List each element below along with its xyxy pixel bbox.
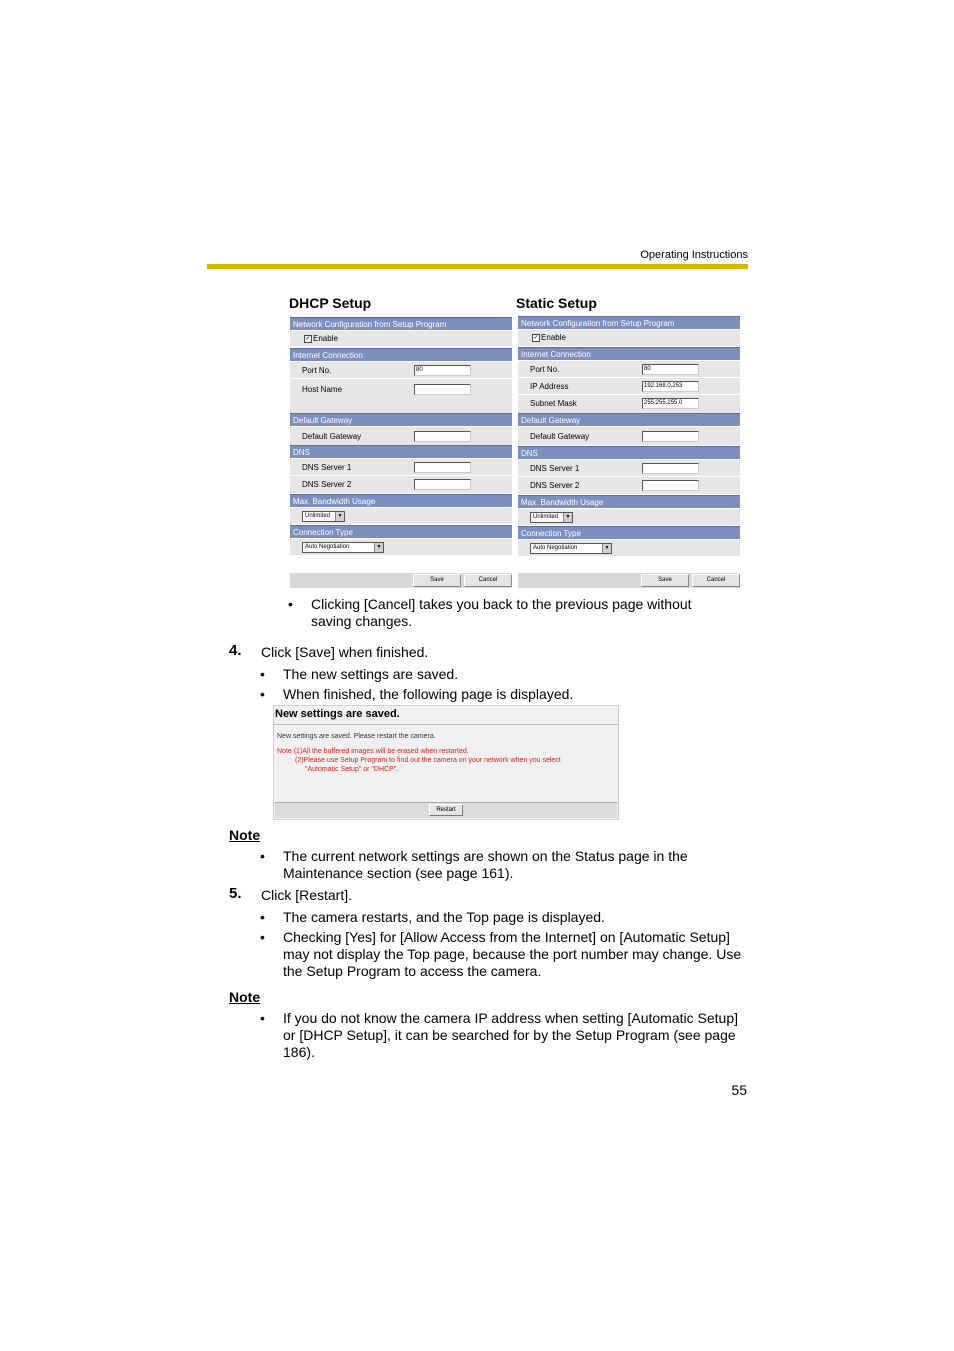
static-setup-title: Static Setup bbox=[516, 295, 597, 311]
section-default-gateway: Default Gateway bbox=[290, 413, 512, 426]
bullet-text-line3: the Setup Program to access the camera. bbox=[283, 963, 542, 979]
dns1-row bbox=[290, 459, 512, 475]
ip-input[interactable]: 192.168.0.253 bbox=[642, 381, 699, 392]
section-default-gateway: Default Gateway bbox=[518, 413, 740, 426]
save-button[interactable]: Save bbox=[413, 574, 461, 587]
dhcp-setup-title: DHCP Setup bbox=[289, 295, 372, 311]
bullet-text-line3: 186). bbox=[283, 1044, 315, 1060]
bullet-text-line1: The current network settings are shown on the Status page in the bbox=[283, 848, 688, 864]
bullet-marker: • bbox=[260, 666, 265, 682]
conn-row bbox=[518, 540, 740, 556]
bullet-marker: • bbox=[260, 929, 265, 945]
section-dns: DNS bbox=[518, 446, 740, 459]
dhcp-settings-panel bbox=[290, 316, 512, 587]
section-connection-type: Connection Type bbox=[518, 526, 740, 539]
bullet-marker: • bbox=[260, 686, 265, 702]
section-connection-type: Connection Type bbox=[290, 525, 512, 538]
bullet-text-line1: Checking [Yes] for [Allow Access from the Internet] on [Automatic Setup] bbox=[283, 929, 730, 945]
dns1-label: DNS Server 1 bbox=[530, 464, 580, 473]
cancel-button[interactable]: Cancel bbox=[692, 574, 740, 587]
dns1-label: DNS Server 1 bbox=[302, 463, 352, 472]
enable-row bbox=[290, 331, 512, 346]
note-1-bullet bbox=[260, 848, 750, 882]
section-bandwidth: Max. Bandwidth Usage bbox=[290, 494, 512, 507]
cancel-bullet bbox=[288, 596, 728, 630]
bullet-marker: • bbox=[260, 848, 265, 864]
gateway-label: Default Gateway bbox=[302, 432, 362, 441]
port-label: Port No. bbox=[302, 366, 332, 375]
note-2-bullet bbox=[260, 1010, 750, 1061]
section-bandwidth: Max. Bandwidth Usage bbox=[518, 495, 740, 508]
port-input[interactable]: 80 bbox=[642, 364, 699, 375]
bandwidth-value: Unlimited bbox=[305, 513, 331, 519]
button-bar bbox=[290, 572, 512, 588]
step-5-number: 5. bbox=[229, 885, 242, 902]
section-internet-connection: Internet Connection bbox=[518, 347, 740, 360]
dns1-input[interactable] bbox=[414, 462, 471, 473]
chevron-down-icon: ▼ bbox=[563, 513, 572, 522]
note-heading-2: Note bbox=[229, 989, 261, 1005]
gateway-input[interactable] bbox=[642, 431, 699, 442]
enable-label: Enable bbox=[541, 333, 566, 342]
mask-row bbox=[518, 395, 740, 413]
note-line-2: (2)Please use Setup Program to find out the camera on your network when you select bbox=[295, 757, 561, 764]
connection-type-value: Auto Negotiation bbox=[533, 545, 578, 551]
step-5-text: Click [Restart]. bbox=[261, 887, 353, 903]
bullet-text-line1: If you do not know the camera IP address when setting [Automatic Setup] bbox=[283, 1010, 738, 1026]
connection-type-select[interactable] bbox=[530, 543, 612, 554]
mask-input[interactable]: 255.255.255.0 bbox=[642, 398, 699, 409]
gateway-input[interactable] bbox=[414, 431, 471, 442]
section-internet-connection: Internet Connection bbox=[290, 348, 512, 361]
button-bar bbox=[518, 572, 740, 588]
section-network-config: Network Configuration from Setup Program bbox=[290, 317, 512, 330]
dns2-input[interactable] bbox=[642, 480, 699, 491]
dns2-label: DNS Server 2 bbox=[302, 480, 352, 489]
save-button[interactable]: Save bbox=[641, 574, 689, 587]
dns2-input[interactable] bbox=[414, 479, 471, 490]
header-rule bbox=[207, 264, 748, 269]
saved-title: New settings are saved. bbox=[275, 708, 400, 720]
step-4-number: 4. bbox=[229, 642, 242, 659]
step-4-bullet-1 bbox=[260, 666, 740, 683]
port-input[interactable]: 80 bbox=[414, 365, 471, 376]
enable-row bbox=[518, 330, 740, 346]
cancel-button[interactable]: Cancel bbox=[464, 574, 512, 587]
divider bbox=[274, 724, 618, 725]
bullet-text-line1: Clicking [Cancel] takes you back to the previous page without bbox=[311, 596, 692, 612]
host-row bbox=[290, 379, 512, 413]
conn-row bbox=[290, 539, 512, 555]
gateway-row bbox=[290, 427, 512, 445]
running-header: Operating Instructions bbox=[640, 249, 748, 261]
gateway-row bbox=[518, 427, 740, 445]
connection-type-select[interactable] bbox=[302, 542, 384, 553]
chevron-down-icon: ▼ bbox=[335, 512, 344, 521]
dns1-row bbox=[518, 460, 740, 476]
ip-row bbox=[518, 378, 740, 394]
bullet-text: When finished, the following page is displayed. bbox=[283, 686, 574, 702]
enable-checkbox[interactable]: ✓ bbox=[305, 336, 311, 342]
dns2-label: DNS Server 2 bbox=[530, 481, 580, 490]
restart-button[interactable]: Restart bbox=[429, 804, 463, 816]
chevron-down-icon: ▼ bbox=[602, 544, 611, 553]
dns2-row bbox=[518, 477, 740, 494]
bullet-text-line2: or [DHCP Setup], it can be searched for by the Setup Program (see page bbox=[283, 1027, 736, 1043]
gateway-label: Default Gateway bbox=[530, 432, 590, 441]
step-4-bullet-2 bbox=[260, 686, 740, 703]
step-4-text: Click [Save] when finished. bbox=[261, 644, 429, 660]
bandwidth-select[interactable] bbox=[302, 511, 345, 522]
note-heading-1: Note bbox=[229, 827, 261, 843]
connection-type-value: Auto Negotiation bbox=[305, 544, 350, 550]
bullet-marker: • bbox=[288, 596, 293, 612]
page-number: 55 bbox=[731, 1082, 747, 1098]
note-line-3: "Automatic Setup" or "DHCP". bbox=[305, 766, 399, 773]
ip-label: IP Address bbox=[530, 382, 569, 391]
bullet-text-line2: may not display the Top page, because the port number may change. Use bbox=[283, 946, 742, 962]
bullet-text: The camera restarts, and the Top page is displayed. bbox=[283, 909, 605, 925]
mask-label: Subnet Mask bbox=[530, 399, 577, 408]
host-input[interactable] bbox=[414, 384, 471, 395]
host-label: Host Name bbox=[302, 385, 343, 394]
bandwidth-value: Unlimited bbox=[533, 514, 559, 520]
step-5-bullet-2 bbox=[260, 929, 750, 980]
port-row bbox=[518, 361, 740, 377]
dns1-input[interactable] bbox=[642, 463, 699, 474]
bandwidth-row bbox=[290, 508, 512, 524]
bullet-text: The new settings are saved. bbox=[283, 666, 459, 682]
bullet-text-line2: Maintenance section (see page 161). bbox=[283, 865, 514, 881]
static-settings-panel bbox=[518, 316, 740, 587]
bandwidth-row bbox=[518, 509, 740, 525]
section-dns: DNS bbox=[290, 445, 512, 458]
note-line-1: Note (1)All the buffered images will be erased when restarted. bbox=[277, 748, 469, 755]
step-5-bullet-1 bbox=[260, 909, 750, 926]
bullet-marker: • bbox=[260, 1010, 265, 1026]
chevron-down-icon: ▼ bbox=[374, 543, 383, 552]
port-row bbox=[290, 362, 512, 378]
bullet-text-line2: saving changes. bbox=[311, 613, 413, 629]
bandwidth-select[interactable] bbox=[530, 512, 573, 523]
enable-checkbox[interactable]: ✓ bbox=[533, 335, 539, 341]
section-network-config: Network Configuration from Setup Program bbox=[518, 316, 740, 329]
bullet-marker: • bbox=[260, 909, 265, 925]
enable-label: Enable bbox=[313, 334, 338, 343]
dns2-row bbox=[290, 476, 512, 493]
settings-saved-screen bbox=[273, 705, 619, 820]
saved-message: New settings are saved. Please restart the camera. bbox=[277, 733, 436, 740]
port-label: Port No. bbox=[530, 365, 560, 374]
